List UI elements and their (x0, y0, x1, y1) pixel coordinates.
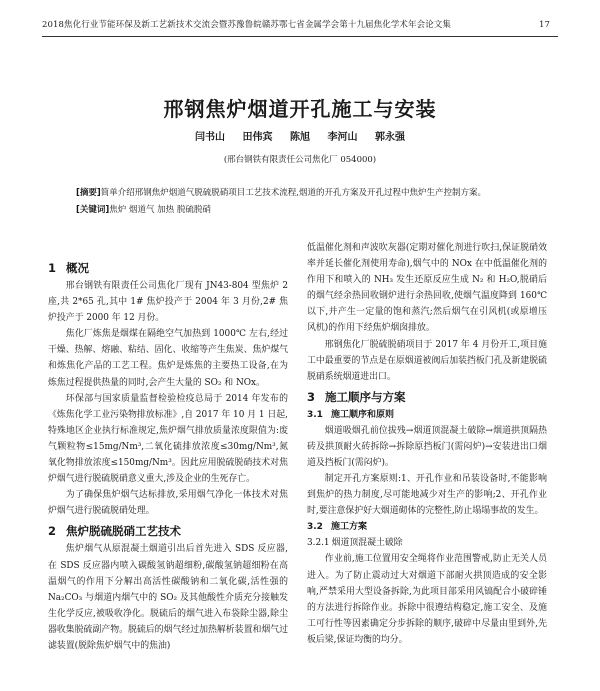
subsubsection-heading-3-2-1 (307, 535, 547, 551)
keywords-line (76, 202, 526, 219)
subsection-title: 施工方案 (330, 522, 367, 533)
subsection-number: 3.2 (307, 522, 323, 533)
section-title: 施工顺序与方案 (325, 389, 406, 404)
affiliation: (邢台钢铁有限责任公司焦化厂 054000) (223, 155, 377, 165)
subsection-heading-3-1 (307, 407, 547, 423)
section-heading-1 (48, 258, 288, 278)
section-title: 概况 (66, 261, 90, 275)
subsubsection-title: 烟道顶混凝土破除 (331, 538, 403, 549)
subsubsection-number: 3.2.1 (307, 538, 330, 549)
body-paragraph: 邢钢焦化厂脱硫脱硝项目于 2017 年 4 月份开工,项目施工中最重要的节点是在原烟道被阀后加装挡板门孔及新建脱硫脱硝系统烟道进出口。 (307, 339, 547, 382)
author: 李河山 (327, 132, 358, 143)
running-header (42, 16, 558, 37)
abstract-text: 简单介绍邢钢焦炉烟道气脱硫脱硝项目工艺技术流程,烟道的开孔方案及开孔过程中焦炉生产控制方案。 (100, 188, 486, 198)
body-paragraph: 作业前,施工位置用安全绳将作业范围警戒,防止无关人员进入。为了防止震动过大对烟道下部耐火拱顶造成的安全影响,严禁采用大型设备拆除,为此项目部采用风镐配合小破碎锤的方法进行拆除作业。拆除中很遵结构稳定,施工安全、及施工可行性等因素确定分步拆除的顺序,破碎中尽量由里到外,先板后梁,保证均衡的均分。 (307, 554, 547, 645)
abstract-label: [摘要] (76, 188, 101, 198)
abstract-paragraph (76, 185, 526, 202)
author: 田伟宾 (242, 132, 273, 143)
author: 郭永强 (374, 132, 405, 143)
author-list (0, 128, 600, 143)
body-paragraph: 焦炉烟气从原混凝土烟道引出后首先进入 SDS 反应器,在 SDS 反应器内喷入碳酸氢钠超细粉,碳酸氢钠超细粉在高温烟气的作用下分解出高活性碳酸钠和二氧化碳,活性强的 Na₂CO₃ 与烟道内烟气中的 SO₂ 及其他酸性介质充分接触发生化学反应,被吸收净化。脱硫后的烟气进入布袋除尘器,除尘器收集脱硫副产物。脱硫后的烟气经过加热解析装置和烟气过滤装置(脱除焦炉烟气中的焦油) (48, 544, 288, 651)
author: 闫书山 (195, 132, 226, 143)
page-number: 17 (538, 20, 550, 30)
keywords-label: [关键词] (76, 205, 110, 215)
section-heading-3 (307, 387, 547, 407)
subsection-number: 3.1 (307, 409, 323, 420)
body-paragraph: 低温催化剂和声波吹灰器(定期对催化剂进行吹扫,保证脱硝效率并延长催化剂使用寿命),烟气中的 NOx 在中低温催化剂的作用下和喷入的 NH₃ 发生还原反应生成 N₂ 和 H₂O,脱硝后的烟气经余热回收钢炉进行余热回收,使烟气温度降到 160℃ 以下,并产生一定量的饱和蒸汽;然后烟气在引风机(或原增压风机)的作用下经焦炉烟囱排放。 (307, 243, 547, 334)
section-title: 焦炉脱硫脱硝工艺技术 (66, 524, 182, 539)
abstract-block (76, 185, 526, 219)
body-paragraph: 环保部与国家质量监督检验检疫总局于 2014 年发布的《炼焦化学工业污染物排放标准》,自 2017 年 10 月 1 日起,特殊地区企业执行标准规定,焦炉烟气排放质量浓度限值为:废气颗粒物≤15mg/Nm³,二氧化硫排放浓度≤30mg/Nm³,氮氧化物排放浓度≤150mg/Nm³。因此应用脱硫脱硝技术对焦炉烟气进行脱硫脱硝意义重大,涉及企业的生死存亡。 (48, 393, 288, 485)
right-column (307, 240, 547, 648)
running-title: 2018焦化行业节能环保及新工艺新技术交流会暨苏豫鲁皖赣苏鄂七省金属学会第十九届焦化学术年会论文集 (42, 20, 452, 30)
section-number: 1 (48, 261, 57, 275)
author: 陈旭 (290, 132, 310, 143)
section-number: 3 (307, 389, 316, 404)
subsection-heading-3-2 (307, 519, 547, 535)
section-heading-2 (48, 521, 288, 541)
section-number: 2 (48, 524, 57, 539)
body-paragraph: 为了确保焦炉烟气达标排放,采用烟气净化一体技术对焦炉烟气进行脱硫脱硝处理。 (48, 490, 288, 517)
subsection-title: 施工顺序和原则 (330, 409, 394, 420)
body-paragraph: 邢台钢铁有限责任公司焦化厂现有 JN43-804 型焦炉 2 座,共 2*65 孔,其中 1# 焦炉投产于 2004 年 3 月份,2# 焦炉投产于 2000 年 12 月份。 (48, 281, 288, 324)
body-paragraph: 焦化厂炼焦是烟煤在隔绝空气加热到 1000℃ 左右,经过干燥、热解、熔融、粘结、固化、收缩等产生焦炭、焦炉煤气和炼焦化产品的工艺工程。焦炉是炼焦的主要热工设备,在为炼焦过程提供热量的同时,会产生大量的 SO₂ 和 NOx。 (48, 329, 288, 388)
left-column (48, 256, 288, 654)
body-paragraph: 烟道吸烟孔前位拔残→烟道顶混凝土破除→烟道拱顶隔热砖及拱顶耐火砖拆除→拆除原挡板门(需闷炉)→安装进出口烟道及挡板门(需闷炉)。 (307, 425, 547, 469)
body-paragraph: 制定开孔方案原则:1、开孔作业和吊装设备时,不能影响到焦炉的热力制度,尽可能地减少对生产的影响;2、开孔作业时,要注意保护好大烟道砌体的完整性,防止塌塌事故的发生。 (307, 474, 547, 517)
paper-title: 邢钢焦炉烟道开孔施工与安装 (163, 97, 437, 121)
keywords-text: 焦炉 烟道气 加热 脱硫脱硝 (109, 205, 211, 215)
